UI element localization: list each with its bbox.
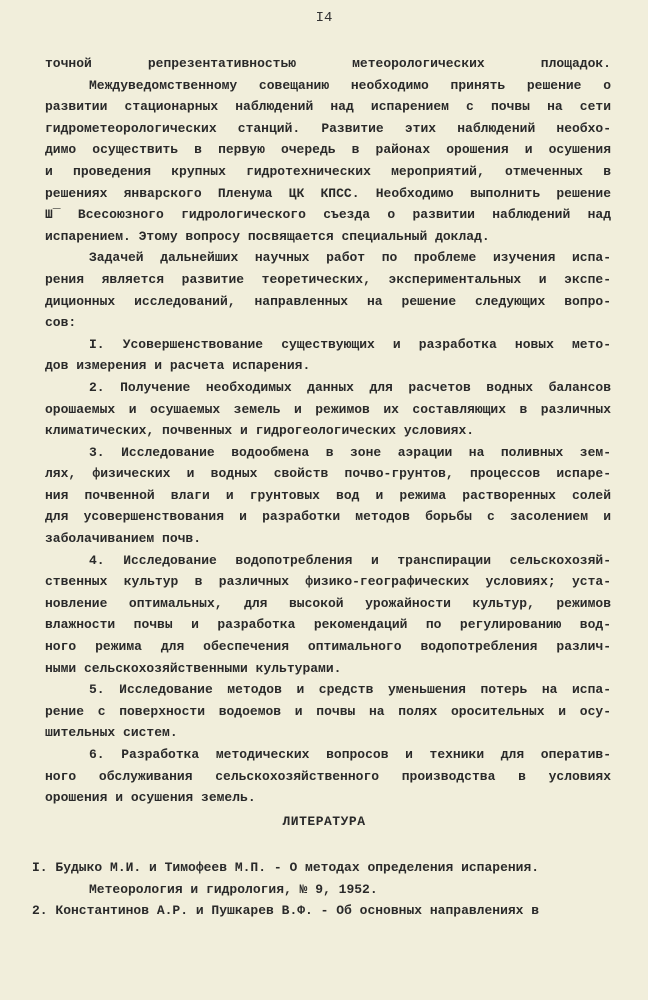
text-line: орошения и осушения земель. xyxy=(45,790,256,806)
text-line: шительных систем. xyxy=(45,725,178,741)
text-line: для усовершенствования и разработки методов борьбы с засолением и xyxy=(45,509,611,525)
text-line: климатических, почвенных и гидрогеологических условиях. xyxy=(45,423,475,439)
text-line: Ш¯ Всесоюзного гидрологического съезда о развитии наблюдений над xyxy=(45,207,611,223)
literature-heading: ЛИТЕРАТУРА xyxy=(282,814,366,829)
body-text xyxy=(45,53,611,809)
text-line: новление оптимальных, для высокой урожайности культур, режимов xyxy=(45,595,611,611)
text-line: точной репрезентативностью метеорологических площадок. xyxy=(45,56,611,71)
page-number: I4 xyxy=(315,10,333,26)
text-line: ния почвенной влаги и грунтовых вод и режима растворенных солей xyxy=(45,487,611,503)
text-line: Задачей дальнейших научных работ по проблеме изучения испа- xyxy=(89,250,611,266)
text-line: ными сельскохозяйственными культурами. xyxy=(45,660,342,676)
text-line: дов измерения и расчета испарения. xyxy=(45,358,311,374)
text-line: испарением. Этому вопросу посвящается специальный доклад. xyxy=(45,228,490,244)
text-line: 2. Получение необходимых данных для расчетов водных балансов xyxy=(89,379,611,395)
text-line: заболачиванием почв. xyxy=(45,531,202,547)
text-line: решениях январского Пленума ЦК КПСС. Необходимо выполнить решение xyxy=(45,185,611,201)
reference-line: I. Будыко М.И. и Тимофеев М.П. - О методах определения испарения. xyxy=(32,860,540,875)
reference-line: 2. Константинов А.Р. и Пушкарев В.Ф. - Об основных направлениях в xyxy=(32,903,540,919)
text-line: 5. Исследование методов и средств уменьшения потерь на испа- xyxy=(89,682,611,698)
text-line: и проведения крупных гидротехнических мероприятий, отмеченных в xyxy=(45,163,611,179)
text-line: гидрометеорологических станций. Развитие этих наблюдений необхо- xyxy=(45,120,611,136)
text-line: I. Усовершенствование существующих и разработка новых мето- xyxy=(89,336,611,352)
text-line: ного обслуживания сельскохозяйственного производства в условиях xyxy=(45,768,611,784)
text-line: рения является развитие теоретических, экспериментальных и экспе- xyxy=(45,271,611,287)
text-line: рение с поверхности водоемов и почвы на полях оросительных и осу- xyxy=(45,703,611,719)
text-line: влажности почвы и разработка рекомендаций по регулированию вод- xyxy=(45,617,611,633)
references-list xyxy=(32,857,612,922)
text-line: диционных исследований, направленных на решение следующих вопро- xyxy=(45,293,611,309)
text-line: 3. Исследование водообмена в зоне аэрации на поливных зем- xyxy=(89,444,611,460)
text-line: 4. Исследование водопотребления и транспирации сельскохозяй- xyxy=(89,552,611,568)
text-line: лях, физических и водных свойств почво-грунтов, процессов испаре- xyxy=(45,466,611,482)
reference-line: Метеорология и гидрология, № 9, 1952. xyxy=(89,881,378,897)
text-line: Междуведомственному совещанию необходимо принять решение о xyxy=(89,77,611,93)
text-line: орошаемых и осушаемых земель и режимов их составляющих в различных xyxy=(45,401,611,417)
text-line: димо осуществить в первую очередь в районах орошения и осушения xyxy=(45,142,611,158)
text-line: 6. Разработка методических вопросов и техники для оперaтив- xyxy=(89,747,611,762)
text-line: сов: xyxy=(45,315,77,331)
text-line: развитии стационарных наблюдений над испарением с почвы на сети xyxy=(45,99,611,115)
text-line: ственных культур в различных физико-географических условиях; уста- xyxy=(45,574,611,590)
text-line: ного режима для обеспечения оптимального водопотребления различ- xyxy=(45,639,611,655)
